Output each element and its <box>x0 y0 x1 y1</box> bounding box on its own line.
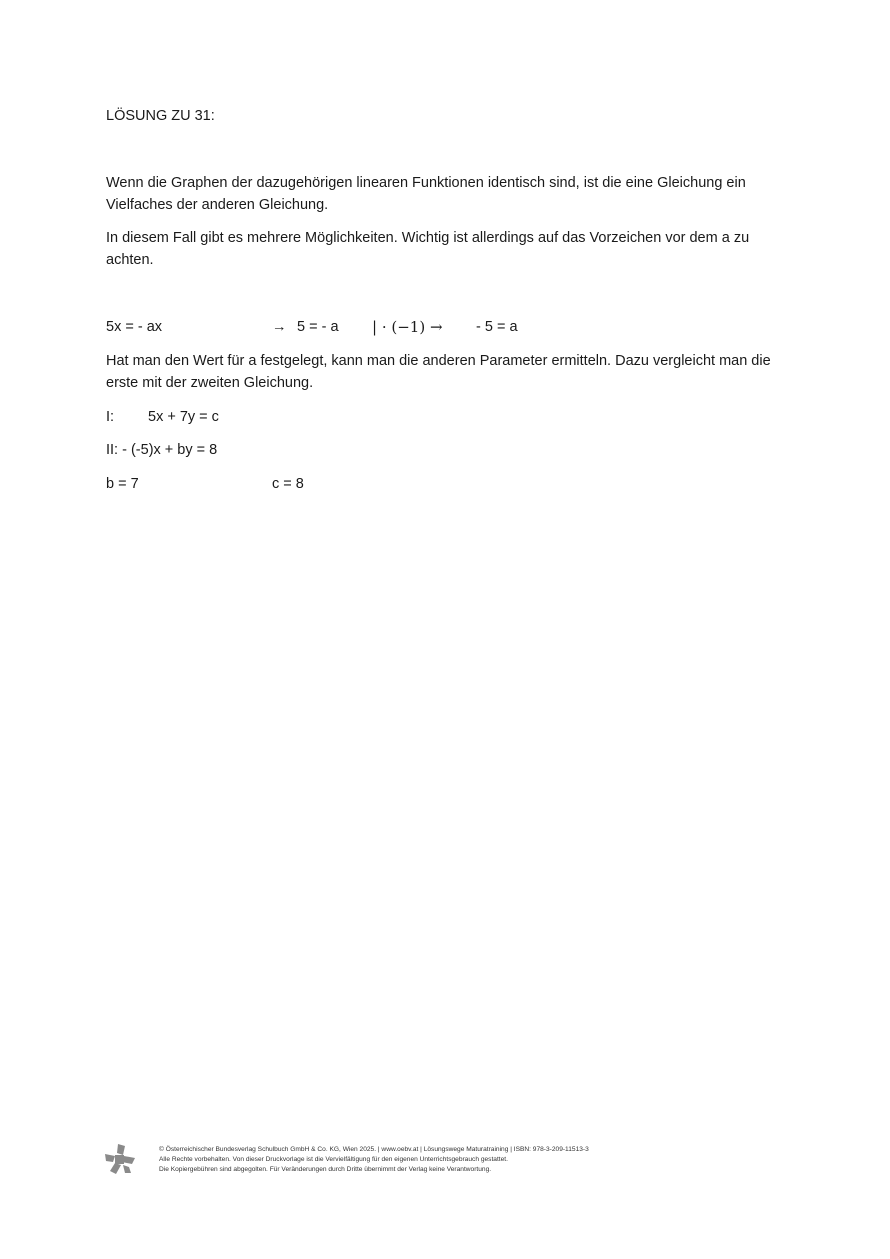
footer-copyright <box>159 1145 589 1175</box>
equation-two: II: - (-5)x + by = 8 <box>106 442 218 458</box>
oebv-logo-icon <box>104 1143 136 1175</box>
paragraph-compare-equations: Hat man den Wert für a festgelegt, kann man die anderen Parameter ermitteln. Dazu vergleicht man die erste mit der zweiten Gleichung. <box>106 353 771 391</box>
solution-heading: LÖSUNG ZU 31: <box>106 108 215 124</box>
arrow-icon: → <box>272 319 287 335</box>
equation-left: 5x = - ax <box>106 319 163 335</box>
footer-line-3: Die Kopiergebühren sind abgegolten. Für Veränderungen durch Dritte übernimmt der Verlag keine Verantwortung. <box>159 1166 492 1173</box>
paragraph-graphs-identical: Wenn die Graphen der dazugehörigen linearen Funktionen identisch sind, ist die eine Gleichung ein Vielfaches der anderen Gleichung. <box>106 175 746 213</box>
paragraph-sign-note: In diesem Fall gibt es mehrere Möglichkeiten. Wichtig ist allerdings auf das Vorzeichen vor dem a zu achten. <box>106 230 750 268</box>
equation-mid: 5 = - a <box>297 319 339 335</box>
equation-operation: | · (−1) → <box>372 318 443 336</box>
result-b: b = 7 <box>106 476 139 492</box>
footer-line-2: Alle Rechte vorbehalten. Von dieser Druckvorlage ist die Vervielfältigung für den eigenen Unterrichtsgebrauch gestattet. <box>159 1156 508 1163</box>
equation-one-label: I: <box>106 409 115 425</box>
equation-result: - 5 = a <box>476 319 518 335</box>
result-c: c = 8 <box>272 476 304 492</box>
equation-one-expression: 5x + 7y = c <box>148 409 219 425</box>
footer-line-1: © Österreichischer Bundesverlag Schulbuch GmbH & Co. KG, Wien 2025. | www.oebv.at | Lösungswege Maturatraining | ISBN: 978-3-209-11513-3 <box>159 1146 589 1153</box>
